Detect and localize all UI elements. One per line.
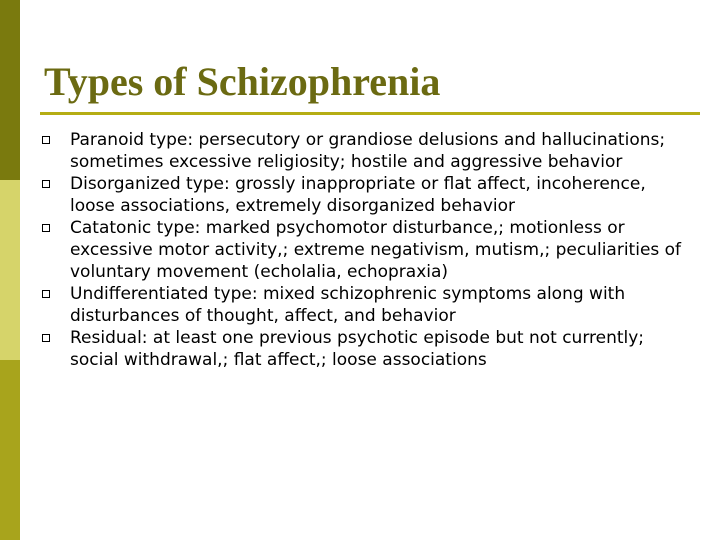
square-bullet-icon [42, 136, 50, 144]
bullet-item-undifferentiated [40, 283, 690, 327]
square-bullet-icon [42, 334, 50, 342]
square-bullet-icon [42, 224, 50, 232]
square-bullet-icon [42, 180, 50, 188]
side-accent-bar [0, 0, 20, 540]
slide-title: Types of Schizophrenia [44, 59, 441, 104]
bullet-text: Residual: at least one previous psychotic episode but not currently; social withdrawal,; flat affect,; loose associations [70, 328, 645, 370]
side-bar-middle-segment [0, 180, 20, 360]
bullet-item-residual [40, 327, 690, 371]
side-bar-bottom-segment [0, 360, 20, 540]
bullet-list [40, 129, 690, 371]
title-underline [40, 112, 700, 115]
bullet-text: Catatonic type: marked psychomotor disturbance,; motionless or excessive motor activity,; extreme negativism, mutism,; peculiarities of voluntary movement (echolalia, echopraxia) [70, 218, 682, 282]
bullet-text: Paranoid type: persecutory or grandiose delusions and hallucinations; sometimes excessive religiosity; hostile and aggressive behavior [70, 130, 666, 172]
bullet-item-disorganized [40, 173, 690, 217]
bullet-item-paranoid [40, 129, 690, 173]
bullet-text: Disorganized type: grossly inappropriate or flat affect, incoherence, loose associations, extremely disorganized behavior [70, 174, 646, 216]
bullet-item-catatonic [40, 217, 690, 283]
square-bullet-icon [42, 290, 50, 298]
bullet-text: Undifferentiated type: mixed schizophrenic symptoms along with disturbances of thought, affect, and behavior [70, 284, 626, 326]
side-bar-top-segment [0, 0, 20, 180]
